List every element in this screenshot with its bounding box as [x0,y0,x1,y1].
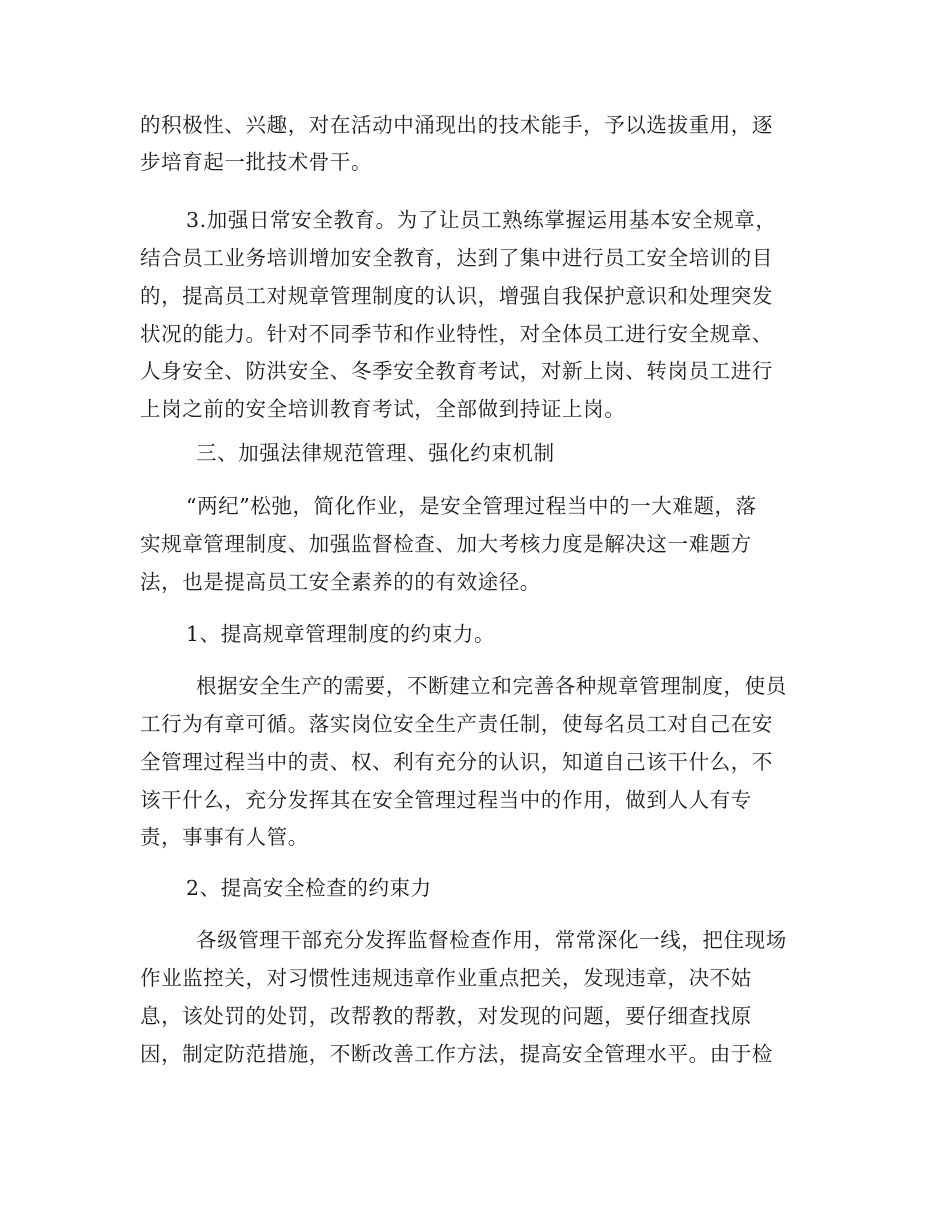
text-line: 责，事事有人管。 [140,825,309,849]
text-line: 的积极性、兴趣，对在活动中涌现出的技术能手，予以选拔重用，逐 [140,113,773,137]
text-line: 作业监控关，对习惯性违规违章作业重点把关，发现违章，决不姑 [140,966,752,990]
text-line: 该干什么，充分发挥其在安全管理过程当中的作用，做到人人有专 [140,788,752,812]
text-line: 结合员工业务培训增加安全教育，达到了集中进行员工安全培训的目 [140,246,773,270]
subsection-heading: 1、提高规章管理制度的约束力。 [186,622,496,646]
subsection-heading: 2、提高安全检查的约束力 [186,876,432,900]
text-line: 工行为有章可循。落实岗位安全生产责任制，使每名员工对自己在安 [140,712,773,736]
section-heading: 三、加强法律规范管理、强化约束机制 [196,441,555,465]
text-line: 根据安全生产的需要，不断建立和完善各种规章管理制度，使员 [196,674,787,698]
text-line: 状况的能力。针对不同季节和作业特性，对全体员工进行安全规章、 [140,322,773,346]
text-line: “两纪”松弛，简化作业，是安全管理过程当中的一大难题，落 [186,494,757,518]
text-line: 法，也是提高员工安全素养的的有效途径。 [140,570,541,594]
text-line: 的，提高员工对规章管理制度的认识，增强自我保护意识和处理突发 [140,284,773,308]
text-line: 因，制定防范措施，不断改善工作方法，提高安全管理水平。由于检 [140,1042,773,1066]
text-line: 全管理过程当中的责、权、利有充分的认识，知道自己该干什么，不 [140,750,773,774]
text-line: 步培育起一批技术骨干。 [140,150,373,174]
text-line: 人身安全、防洪安全、冬季安全教育考试，对新上岗、转岗员工进行 [140,359,773,383]
text-line: 实规章管理制度、加强监督检查、加大考核力度是解决这一难题方 [140,532,752,556]
text-line: 上岗之前的安全培训教育考试，全部做到持证上岗。 [140,397,626,421]
text-line: 各级管理干部充分发挥监督检查作用，常常深化一线，把住现场 [196,928,787,952]
text-line: 息，该处罚的处罚，改帮教的帮教，对发现的问题，要仔细查找原 [140,1004,752,1028]
paragraph-heading: 3.加强日常安全教育。为了让员工熟练掌握运用基本安全规章， [186,208,777,232]
